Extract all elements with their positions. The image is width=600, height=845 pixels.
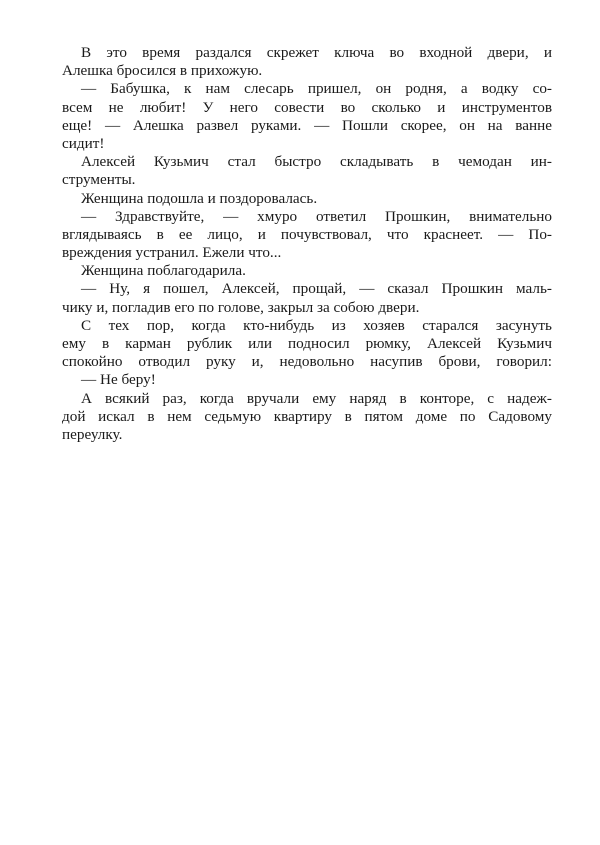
text-line: — Не беру! (81, 371, 156, 389)
text-line: струменты. (62, 171, 136, 189)
text-line: сидит! (62, 134, 105, 152)
text-line: — Ну, я пошел, Алексей, прощай, — сказал Прошкин маль- (81, 280, 552, 298)
text-line: С тех пор, когда кто-нибудь из хозяев старался засунуть (81, 316, 552, 334)
text-line: дой искал в нем седьмую квартиру в пятом доме по Садовому (62, 407, 552, 425)
text-line: ему в карман рублик или подносил рюмку, Алексей Кузьмич (62, 335, 552, 352)
text-line: — Здравствуйте, — хмуро ответил Прошкин, внимательно (81, 207, 552, 225)
text-line: — Бабушка, к нам слесарь пришел, он родня, а водку со- (81, 80, 552, 98)
text-line: всем не любит! У него совести во сколько и инструментов (62, 98, 552, 116)
text-line: переулку. (62, 425, 123, 443)
text-line: чику и, погладив его по голове, закрыл за собою двери. (62, 298, 420, 316)
text-line: Алешка бросился в прихожую. (62, 62, 263, 80)
text-line: вглядываясь в ее лицо, и почувствовал, что краснеет. — По- (62, 225, 552, 243)
text-line: Женщина поблагодарила. (81, 262, 246, 280)
text-line: спокойно отводил руку и, недовольно насупив брови, говорил: (62, 353, 552, 371)
text-line: Алексей Кузьмич стал быстро складывать в чемодан ин- (81, 153, 552, 171)
body-text (62, 44, 552, 444)
text-line: Женщина подошла и поздоровалась. (81, 189, 318, 207)
text-line: А всякий раз, когда вручали ему наряд в конторе, с надеж- (81, 389, 552, 407)
text-line: еще! — Алешка развел руками. — Пошли скорее, он на ванне (62, 116, 552, 134)
text-line: вреждения устранил. Ежели что... (62, 244, 282, 262)
text-line: В это время раздался скрежет ключа во входной двери, и (81, 44, 552, 61)
